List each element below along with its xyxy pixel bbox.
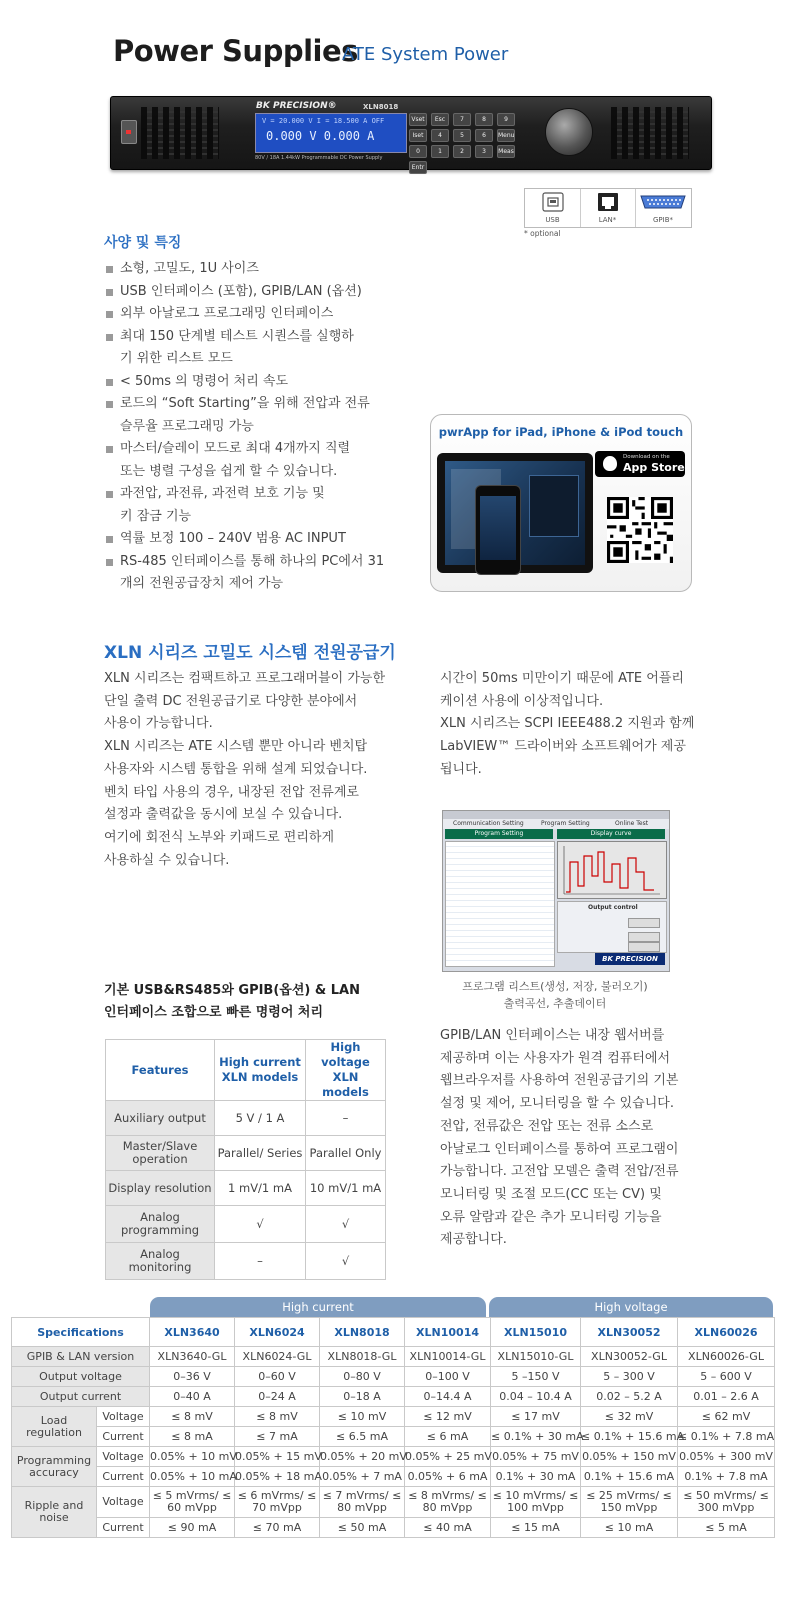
device-lcd [255, 113, 407, 153]
specifications-table [11, 1317, 775, 1538]
table-row [12, 1407, 775, 1427]
table-cell: XLN60026-GL [678, 1347, 775, 1367]
table-cell: – [215, 1243, 306, 1280]
paragraph-line: 사용자와 시스템 통합을 위해 설계 되었습니다. [104, 761, 368, 777]
paragraph-line: 됩니다. [440, 761, 482, 777]
paragraph-line: 전압, 전류값은 전압 또는 전류 소스로 [440, 1118, 654, 1134]
table-row-group: Programming accuracy [12, 1447, 97, 1487]
table-cell: 0.05% + 7 mA [320, 1467, 405, 1487]
device-key: 2 [453, 145, 471, 158]
group-header-high-voltage: High voltage [489, 1297, 773, 1317]
device-brand: BK PRECISION® [256, 101, 337, 111]
device-key: 1 [431, 145, 449, 158]
table-row-label: Output current [12, 1387, 150, 1407]
table-row-sublabel: Voltage [97, 1487, 150, 1518]
table-cell: – [306, 1101, 386, 1136]
usb-heading: 기본 USB&RS485와 GPIB(옵션) & LAN 인터페이스 조합으로 빠른 명령어 처리 [104, 983, 360, 1020]
table-cell: ≤ 90 mA [150, 1518, 235, 1538]
list-item: 과전압, 과전류, 과전력 보호 기능 및 키 잠금 기능 [104, 483, 340, 528]
table-cell: ≤ 62 mV [678, 1407, 775, 1427]
program-list-table [445, 841, 555, 967]
table-cell: ≤ 17 mV [491, 1407, 581, 1427]
table-cell: 0–40 A [150, 1387, 235, 1407]
table-cell: 5 – 300 V [581, 1367, 678, 1387]
xln-heading: XLN 시리즈 고밀도 시스템 전원공급기 [104, 643, 396, 663]
table-cell: √ [215, 1206, 306, 1243]
table-cell: ≤ 25 mVrms/ ≤ 150 mVpp [581, 1487, 678, 1518]
paragraph-line: 사용하실 수 있습니다. [104, 852, 230, 868]
screenshot-caption: 프로그램 리스트(생성, 저장, 불러오기) 출력곡선, 추출데이터 [462, 980, 648, 1010]
table-row [106, 1206, 386, 1243]
table-cell: ≤ 70 mA [235, 1518, 320, 1538]
port-usb: USB [525, 189, 581, 227]
features-list [104, 258, 404, 596]
table-header: High voltage XLN models [306, 1040, 386, 1101]
table-cell: ≤ 0.1% + 15.6 mA [581, 1427, 678, 1447]
bk-precision-logo: BK PRECISION [595, 953, 665, 965]
table-cell: 0.05% + 15 mV [235, 1447, 320, 1467]
table-row-group: Ripple and noise [12, 1487, 97, 1538]
optional-note: * optional [524, 229, 561, 238]
rotary-knob-icon [545, 108, 593, 156]
device-key: Entr [409, 161, 427, 174]
device-model: XLN8018 [363, 103, 399, 111]
lan-icon [597, 192, 619, 212]
table-cell: 5 – 600 V [678, 1367, 775, 1387]
table-row-label: Output voltage [12, 1367, 150, 1387]
paragraph-line: 제공합니다. [440, 1232, 507, 1248]
table-cell: 0–36 V [150, 1367, 235, 1387]
iphone-image [475, 485, 521, 575]
table-cell: 0–60 V [235, 1367, 320, 1387]
lcd-readout-line: 0.000 V 0.000 A [266, 129, 375, 143]
table-cell: ≤ 5 mA [678, 1518, 775, 1538]
paragraph-line: 사용이 가능합니다. [104, 716, 213, 732]
list-item: < 50ms 의 명령어 처리 속도 [104, 371, 404, 394]
table-cell: 0–18 A [320, 1387, 405, 1407]
table-cell: ≤ 8 mA [150, 1427, 235, 1447]
table-cell: 0.05% + 150 mV [581, 1447, 678, 1467]
features-table [105, 1039, 386, 1280]
table-row [12, 1518, 775, 1538]
paragraph-line: 설정 및 제어, 모니터링을 할 수 있습니다. [440, 1096, 674, 1112]
page-subtitle: ATE System Power [342, 44, 509, 65]
table-cell: 0.04 – 10.4 A [491, 1387, 581, 1407]
table-cell: 0.02 – 5.2 A [581, 1387, 678, 1407]
app-store-badge[interactable]: Download on the App Store [595, 451, 685, 477]
paragraph-line: 오류 알람과 같은 추가 모니터링 기능을 [440, 1209, 662, 1225]
paragraph-line: 모니터링 및 조절 모드(CC 또는 CV) 및 [440, 1186, 662, 1202]
table-row-sublabel: Current [97, 1518, 150, 1538]
table-header: XLN10014 [405, 1318, 491, 1347]
table-row-sublabel: Current [97, 1427, 150, 1447]
table-cell: 10 mV/1 mA [306, 1171, 386, 1206]
table-cell: Parallel Only [306, 1136, 386, 1171]
table-row-sublabel: Current [97, 1467, 150, 1487]
table-row [12, 1447, 775, 1467]
table-cell: 5 –150 V [491, 1367, 581, 1387]
table-header: XLN15010 [491, 1318, 581, 1347]
paragraph-line: 케이션 사용에 이상적입니다. [440, 693, 604, 709]
table-cell: 0–80 V [320, 1367, 405, 1387]
table-row-label: GPIB & LAN version [12, 1347, 150, 1367]
table-header: Specifications [12, 1318, 150, 1347]
table-cell: Analog programming [106, 1206, 215, 1243]
table-cell: ≤ 10 mA [581, 1518, 678, 1538]
table-cell: XLN6024-GL [235, 1347, 320, 1367]
table-header: XLN8018 [320, 1318, 405, 1347]
device-key: 6 [475, 129, 493, 142]
output-control-panel: Output control [557, 901, 667, 953]
table-row [12, 1467, 775, 1487]
table-cell: XLN8018-GL [320, 1347, 405, 1367]
table-cell: Display resolution [106, 1171, 215, 1206]
device-key: 5 [453, 129, 471, 142]
table-row [106, 1136, 386, 1171]
paragraph-line: XLN 시리즈는 컴팩트하고 프로그래머블이 가능한 [104, 671, 386, 686]
table-cell: 0–24 A [235, 1387, 320, 1407]
list-item: 마스터/슬레이 모드로 최대 4개까지 직렬 또는 병렬 구성을 쉽게 할 수 있습니다. [104, 438, 360, 483]
list-item: 소형, 고밀도, 1U 사이즈 [104, 258, 404, 281]
table-cell: 0–14.4 A [405, 1387, 491, 1407]
table-cell: 0.05% + 300 mV [678, 1447, 775, 1467]
power-supply-device-image [110, 96, 712, 170]
table-cell: ≤ 6 mA [405, 1427, 491, 1447]
table-cell: ≤ 7 mA [235, 1427, 320, 1447]
pwrapp-title: pwrApp for iPad, iPhone & iPod touch [438, 425, 684, 439]
table-cell: 0.05% + 25 mV [405, 1447, 491, 1467]
device-key: Iset [409, 129, 427, 142]
table-cell: Auxiliary output [106, 1101, 215, 1136]
table-row-group: Load regulation [12, 1407, 97, 1447]
vent-grill [611, 107, 689, 159]
paragraph-line: 아날로그 인터페이스를 통하여 프로그램이 [440, 1141, 679, 1157]
table-cell: ≤ 32 mV [581, 1407, 678, 1427]
list-item: RS-485 인터페이스를 통해 하나의 PC에서 31개의 전원공급장치 제어 가능 [104, 551, 388, 596]
table-header: XLN60026 [678, 1318, 775, 1347]
table-cell: 0–100 V [405, 1367, 491, 1387]
table-cell: ≤ 6 mVrms/ ≤ 70 mVpp [235, 1487, 320, 1518]
table-row-sublabel: Voltage [97, 1447, 150, 1467]
table-cell: √ [306, 1243, 386, 1280]
list-item: 외부 아날로그 프로그래밍 인터페이스 [104, 303, 404, 326]
table-cell: 0.05% + 20 mV [320, 1447, 405, 1467]
device-key: 9 [497, 113, 515, 126]
table-row [12, 1427, 775, 1447]
page-title: Power Supplies [113, 34, 358, 68]
device-key: Esc [431, 113, 449, 126]
table-cell: 0.05% + 6 mA [405, 1467, 491, 1487]
paragraph-line: 제공하며 이는 사용자가 원격 컴퓨터에서 [440, 1050, 671, 1066]
table-cell: Master/Slave operation [106, 1136, 215, 1171]
device-key: 3 [475, 145, 493, 158]
paragraph-line: 여기에 회전식 노부와 키패드로 편리하게 [104, 829, 335, 845]
device-key: 8 [475, 113, 493, 126]
paragraph-line: 시간이 50ms 미만이기 때문에 ATE 어플리 [440, 671, 684, 686]
device-key: 7 [453, 113, 471, 126]
interface-ports [524, 188, 692, 228]
device-key: 0 [409, 145, 427, 158]
table-cell: ≤ 0.1% + 30 mA [491, 1427, 581, 1447]
table-row-sublabel: Voltage [97, 1407, 150, 1427]
software-tabs: Communication Setting Program Setting Online Test [443, 819, 669, 829]
table-cell: ≤ 50 mVrms/ ≤ 300 mVpp [678, 1487, 775, 1518]
xln-description-left [104, 668, 404, 872]
table-cell: ≤ 15 mA [491, 1518, 581, 1538]
table-cell: XLN15010-GL [491, 1347, 581, 1367]
paragraph-line: XLN 시리즈는 SCPI IEEE488.2 지원과 함께 [440, 716, 695, 732]
table-cell: ≤ 12 mV [405, 1407, 491, 1427]
table-cell: ≤ 40 mA [405, 1518, 491, 1538]
table-cell: ≤ 8 mVrms/ ≤ 80 mVpp [405, 1487, 491, 1518]
device-keypad [409, 107, 533, 171]
power-switch-icon [121, 120, 137, 144]
table-cell: 0.05% + 10 mA [150, 1467, 235, 1487]
paragraph-line: 단일 출력 DC 전원공급기로 다양한 분야에서 [104, 693, 358, 709]
apple-icon [603, 456, 617, 471]
vent-grill [141, 107, 219, 159]
gpib-icon [640, 194, 686, 210]
paragraph-line: 가능합니다. 고전압 모델은 출력 전압/전류 [440, 1164, 679, 1180]
table-row [12, 1387, 775, 1407]
paragraph-line: XLN 시리즈는 ATE 시스템 뿐만 아니라 벤치탑 [104, 739, 368, 755]
table-row [106, 1243, 386, 1280]
device-key: Meas [497, 145, 515, 158]
device-key: Vset [409, 113, 427, 126]
lcd-setpoint-line: V = 20.000 V I = 18.500 A OFF [262, 117, 385, 125]
port-lan: LAN* [580, 189, 636, 227]
device-key: 4 [431, 129, 449, 142]
table-cell: XLN10014-GL [405, 1347, 491, 1367]
table-cell: ≤ 8 mV [150, 1407, 235, 1427]
display-curve [557, 841, 667, 899]
features-heading: 사양 및 특징 [104, 235, 182, 251]
table-cell: ≤ 6.5 mA [320, 1427, 405, 1447]
table-cell: 5 V / 1 A [215, 1101, 306, 1136]
table-cell: 0.1% + 15.6 mA [581, 1467, 678, 1487]
paragraph-line: GPIB/LAN 인터페이스는 내장 웹서버를 [440, 1028, 665, 1043]
table-cell: ≤ 8 mV [235, 1407, 320, 1427]
table-row [12, 1487, 775, 1518]
list-item: 최대 150 단계별 테스트 시퀀스를 실행하기 위한 리스트 모드 [104, 326, 360, 371]
device-key: Menu [497, 129, 515, 142]
table-cell: ≤ 0.1% + 7.8 mA [678, 1427, 775, 1447]
interface-description [440, 1025, 740, 1252]
paragraph-line: 벤치 타입 사용의 경우, 내장된 전압 전류계로 [104, 784, 359, 800]
table-cell: ≤ 10 mVrms/ ≤ 100 mVpp [491, 1487, 581, 1518]
table-header: XLN30052 [581, 1318, 678, 1347]
list-item: 역률 보정 100 – 240V 범용 AC INPUT [104, 528, 404, 551]
table-header: High current XLN models [215, 1040, 306, 1101]
software-screenshot: Communication Setting Program Setting Online Test Program Setting Display curve Output control BK PRECISION [442, 810, 670, 972]
paragraph-line: 설정과 출력값을 동시에 보실 수 있습니다. [104, 807, 343, 823]
usb-icon [542, 192, 564, 212]
table-cell: Parallel/ Series [215, 1136, 306, 1171]
table-cell: Analog monitoring [106, 1243, 215, 1280]
table-cell: ≤ 5 mVrms/ ≤ 60 mVpp [150, 1487, 235, 1518]
port-gpib: GPIB* [635, 189, 691, 227]
table-cell: 0.1% + 30 mA [491, 1467, 581, 1487]
paragraph-line: LabVIEW™ 드라이버와 소프트웨어가 제공 [440, 739, 686, 755]
table-cell: 0.01 – 2.6 A [678, 1387, 775, 1407]
table-header: XLN6024 [235, 1318, 320, 1347]
table-cell: ≤ 10 mV [320, 1407, 405, 1427]
table-row [12, 1347, 775, 1367]
list-item: 로드의 “Soft Starting”을 위해 전압과 전류 슬루율 프로그래밍 가능 [104, 393, 370, 438]
table-cell: XLN3640-GL [150, 1347, 235, 1367]
device-caption: 80V / 18A 1.44kW Programmable DC Power Supply [255, 155, 383, 161]
table-row [106, 1171, 386, 1206]
table-cell: ≤ 50 mA [320, 1518, 405, 1538]
table-cell: XLN30052-GL [581, 1347, 678, 1367]
table-cell: 0.05% + 18 mA [235, 1467, 320, 1487]
table-cell: 0.1% + 7.8 mA [678, 1467, 775, 1487]
qr-code-icon [607, 497, 673, 563]
table-cell: ≤ 7 mVrms/ ≤ 80 mVpp [320, 1487, 405, 1518]
table-cell: 1 mV/1 mA [215, 1171, 306, 1206]
pwrapp-promo [430, 414, 692, 592]
table-header: XLN3640 [150, 1318, 235, 1347]
table-cell: 0.05% + 75 mV [491, 1447, 581, 1467]
table-row [12, 1367, 775, 1387]
paragraph-line: 웹브라우저를 사용하여 전원공급기의 기본 [440, 1073, 679, 1089]
table-header: Features [106, 1040, 215, 1101]
table-row [106, 1101, 386, 1136]
group-header-high-current: High current [150, 1297, 486, 1317]
list-item: USB 인터페이스 (포함), GPIB/LAN (옵션) [104, 281, 404, 304]
xln-description-right [440, 668, 740, 782]
table-cell: √ [306, 1206, 386, 1243]
table-cell: 0.05% + 10 mV [150, 1447, 235, 1467]
